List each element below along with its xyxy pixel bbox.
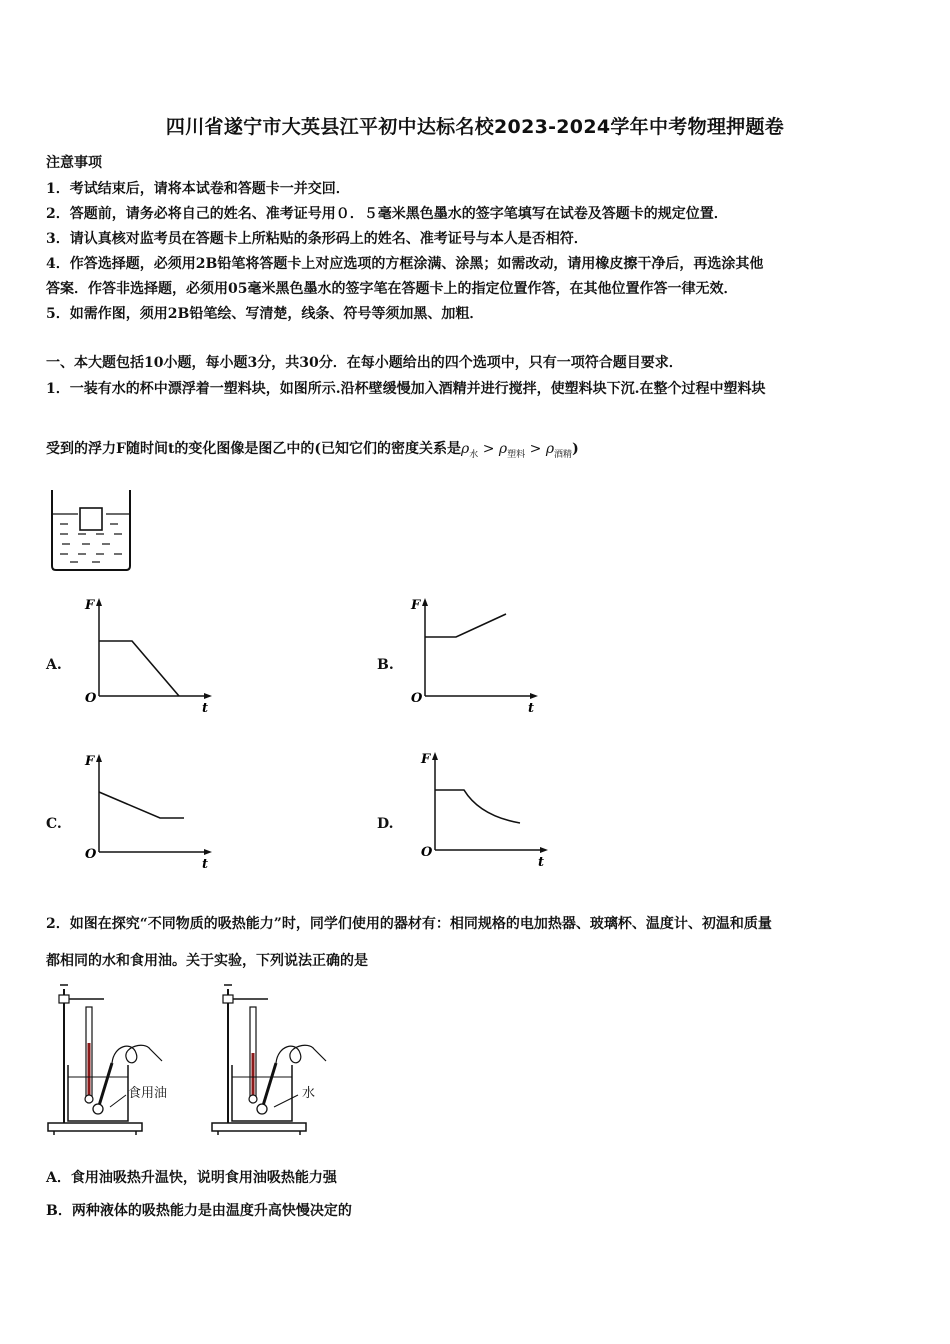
density-relation: $\rho_水 > \rho_{塑料} > \rho_{酒精}$ bbox=[461, 441, 573, 460]
option-b-f-label: F bbox=[411, 598, 421, 613]
option-d-graph[interactable] bbox=[418, 748, 550, 870]
option-a-f-label: F bbox=[85, 598, 95, 613]
option-c-curve bbox=[99, 792, 184, 818]
q2-text-line2: 都相同的水和食用油。关于实验，下列说法正确的是 bbox=[46, 953, 368, 969]
q2-text-line1: 2．如图在探究“不同物质的吸热能力”时，同学们使用的器材有：相同规格的电加热器、玻璃杯、温度计、初温和质量 bbox=[46, 916, 772, 932]
notice-item-3: 3．请认真核对监考员在答题卡上所粘贴的条形码上的姓名、准考证号与本人是否相符． bbox=[46, 231, 588, 247]
q1-text-line2: 受到的浮力F随时间t的变化图像是图乙中的(已知它们的密度关系是$\rho_水 > \rho_{塑料} > \rho_{酒精}$) bbox=[46, 441, 579, 460]
notice-item-4-cont: 答案．作答非选择题，必须用05毫米黑色墨水的签字笔在答题卡上的指定位置作答，在其他位置作答一律无效． bbox=[46, 281, 738, 297]
option-d-label[interactable]: D. bbox=[377, 816, 394, 832]
option-d-t-label: t bbox=[538, 855, 545, 870]
option-c-t-label: t bbox=[202, 857, 209, 872]
label-oil: 食用油 bbox=[128, 1086, 168, 1101]
option-b-graph[interactable] bbox=[408, 594, 540, 716]
option-c-graph[interactable] bbox=[82, 750, 214, 872]
option-a-label[interactable]: A. bbox=[46, 657, 62, 673]
q1-text-line1: 1．一装有水的杯中漂浮着一塑料块，如图所示.沿杯壁缓慢加入酒精并进行搅拌，使塑料块下沉.在整个过程中塑料块 bbox=[46, 381, 766, 397]
notice-item-1: 1．考试结束后，请将本试卷和答题卡一并交回． bbox=[46, 181, 350, 197]
option-d-origin-label: O bbox=[421, 845, 433, 860]
page-title: 四川省遂宁市大英县江平初中达标名校2023-2024学年中考物理押题卷 bbox=[165, 116, 785, 138]
q2-option-a[interactable]: A．食用油吸热升温快，说明食用油吸热能力强 bbox=[46, 1170, 337, 1186]
option-a-graph[interactable] bbox=[82, 594, 214, 716]
notice-item-4: 4．作答选择题，必须用2B铅笔将答题卡上对应选项的方框涂满、涂黑；如需改动，请用橡皮擦干净后，再选涂其他 bbox=[46, 256, 764, 272]
option-b-t-label: t bbox=[528, 701, 535, 716]
option-c-origin-label: O bbox=[85, 847, 97, 862]
option-a-t-label: t bbox=[202, 701, 209, 716]
option-a-origin-label: O bbox=[85, 691, 97, 706]
apparatus-oil bbox=[46, 983, 196, 1138]
notice-item-2: 2．答题前，请务必将自己的姓名、准考证号用０．５毫米黑色墨水的签字笔填写在试卷及答题卡的规定位置． bbox=[46, 206, 728, 222]
option-c-f-label: F bbox=[85, 754, 95, 769]
option-a-curve bbox=[99, 641, 179, 696]
section-heading: 一、本大题包括10小题，每小题3分，共30分．在每小题给出的四个选项中，只有一项符合题目要求． bbox=[46, 355, 683, 371]
option-d-curve bbox=[435, 790, 520, 823]
option-b-origin-label: O bbox=[411, 691, 423, 706]
option-b-curve bbox=[425, 614, 506, 637]
q2-option-b[interactable]: B．两种液体的吸热能力是由温度升高快慢决定的 bbox=[46, 1203, 352, 1219]
apparatus-water bbox=[210, 983, 360, 1138]
option-d-f-label: F bbox=[421, 752, 431, 767]
q1-text-line2-main: 受到的浮力F随时间t的变化图像是图乙中的(已知它们的密度关系是 bbox=[46, 441, 462, 457]
notice-heading: 注意事项 bbox=[46, 155, 102, 171]
option-b-label[interactable]: B. bbox=[377, 657, 394, 673]
option-c-label[interactable]: C. bbox=[46, 816, 62, 832]
cup-figure bbox=[48, 488, 134, 574]
notice-item-5: 5．如需作图，须用2B铅笔绘、写清楚，线条、符号等须加黑、加粗． bbox=[46, 306, 484, 322]
label-water: 水 bbox=[302, 1086, 316, 1101]
plastic-block bbox=[80, 508, 102, 530]
